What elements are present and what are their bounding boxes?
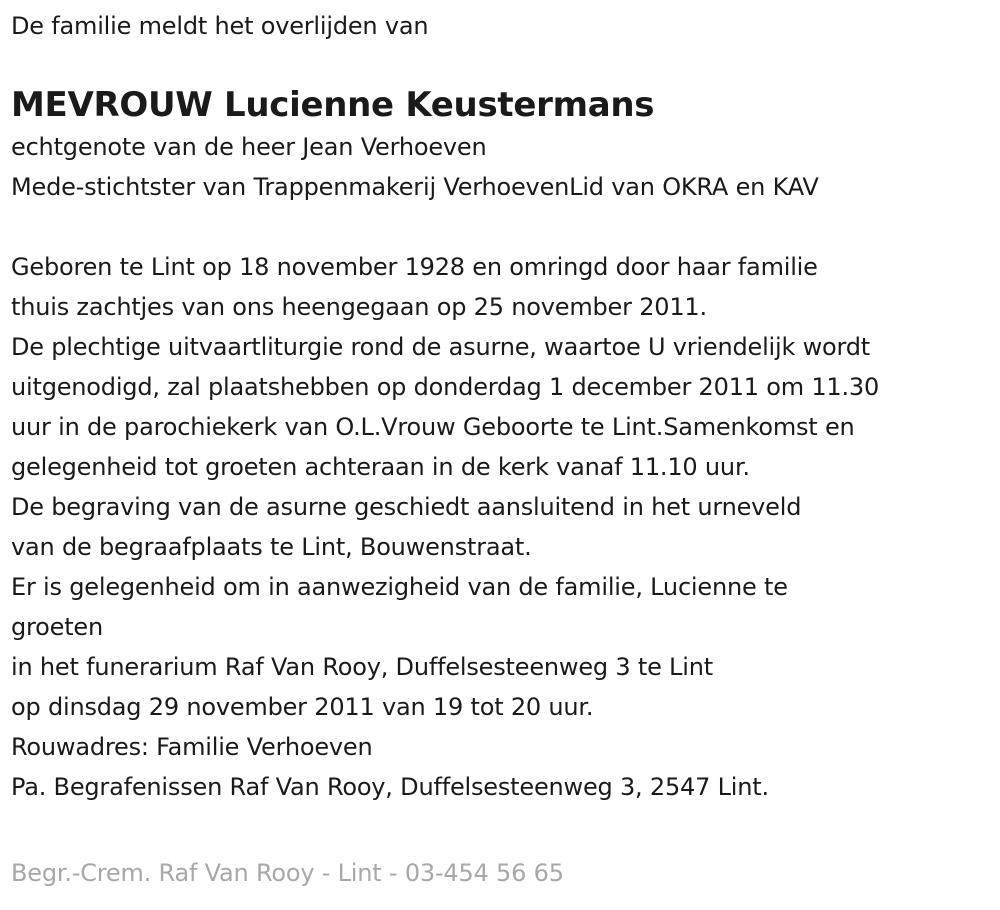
body-line: in het funerarium Raf Van Rooy, Duffelsesteenweg 3 te Lint xyxy=(11,653,713,681)
funeral-home-footer: Begr.-Crem. Raf Van Rooy - Lint - 03-454 56 65 xyxy=(11,859,564,887)
subtitle-block xyxy=(11,127,990,207)
body-line: De begraving van de asurne geschiedt aansluitend in het urneveld xyxy=(11,493,802,521)
body-line: uitgenodigd, zal plaatshebben op donderdag 1 december 2011 om 11.30 xyxy=(11,373,880,401)
body-line: uur in de parochiekerk van O.L.Vrouw Geboorte te Lint.Samenkomst en xyxy=(11,413,855,441)
intro-text: De familie meldt het overlijden van xyxy=(11,12,429,40)
body-text-block xyxy=(11,247,990,807)
body-line: Er is gelegenheid om in aanwezigheid van de familie, Lucienne te xyxy=(11,573,788,601)
body-line: thuis zachtjes van ons heengegaan op 25 november 2011. xyxy=(11,293,707,321)
subtitle-line: Mede-stichtster van Trappenmakerij VerhoevenLid van OKRA en KAV xyxy=(11,173,819,201)
body-line: op dinsdag 29 november 2011 van 19 tot 20 uur. xyxy=(11,693,594,721)
body-line: Geboren te Lint op 18 november 1928 en omringd door haar familie xyxy=(11,253,818,281)
body-line: De plechtige uitvaartliturgie rond de asurne, waartoe U vriendelijk wordt xyxy=(11,333,871,361)
body-line: Rouwadres: Familie Verhoeven xyxy=(11,733,373,761)
body-line: van de begraafplaats te Lint, Bouwenstraat. xyxy=(11,533,532,561)
body-line: Pa. Begrafenissen Raf Van Rooy, Duffelsesteenweg 3, 2547 Lint. xyxy=(11,773,769,801)
deceased-name: MEVROUW Lucienne Keustermans xyxy=(11,85,655,125)
body-line: gelegenheid tot groeten achteraan in de kerk vanaf 11.10 uur. xyxy=(11,453,750,481)
body-line: groeten xyxy=(11,613,104,641)
subtitle-line: echtgenote van de heer Jean Verhoeven xyxy=(11,133,487,161)
